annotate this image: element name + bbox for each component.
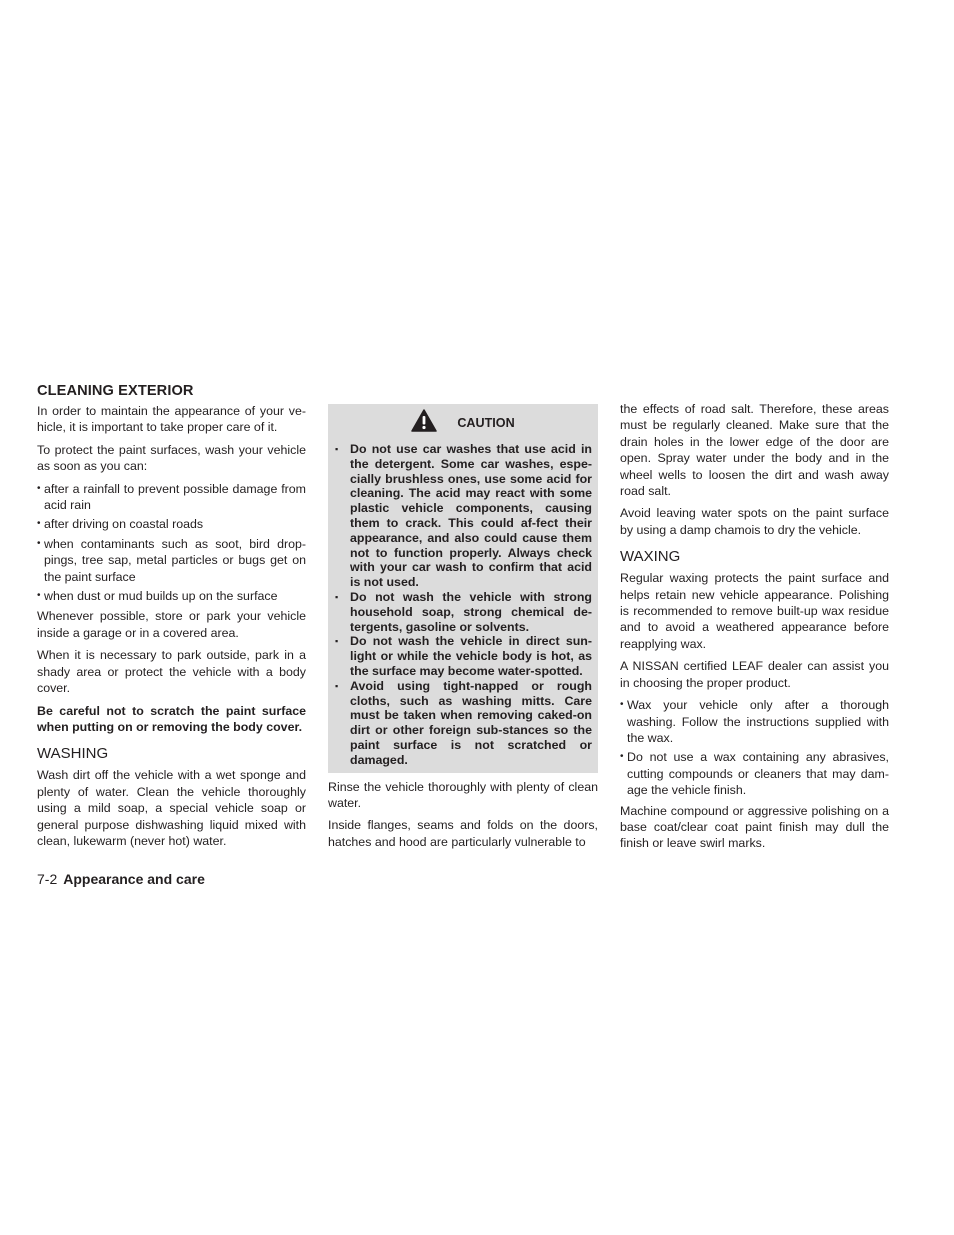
list-item: • when dust or mud builds up on the surface bbox=[37, 588, 306, 604]
column-right bbox=[620, 401, 889, 858]
paragraph-dealer: A NISSAN certified LEAF dealer can assist you in choosing the proper product. bbox=[620, 659, 889, 690]
section-heading-cleaning-exterior: CLEANING EXTERIOR bbox=[37, 383, 194, 399]
list-item: ▪ Do not wash the vehicle with strong household soap, strong chemical de-tergents, gasoline or solvents. bbox=[334, 590, 592, 634]
list-item: • Wax your vehicle only after a thorough washing. Follow the instructions supplied with the wax. bbox=[620, 697, 889, 746]
caution-title: CAUTION bbox=[457, 415, 515, 430]
paragraph-park-outside: When it is necessary to park outside, park in a shady area or protect the vehicle with a body cover. bbox=[37, 648, 306, 696]
caution-box bbox=[328, 404, 598, 773]
section-heading-washing: WASHING bbox=[37, 745, 109, 763]
list-item: • Do not use a wax containing any abrasives, cutting compounds or cleaners that may dam-age the vehicle finish. bbox=[620, 749, 889, 798]
list-item: • when contaminants such as soot, bird drop-pings, tree sap, metal particles or bugs get on the paint surface bbox=[37, 536, 306, 585]
list-item: ▪ Avoid using tight-napped or rough cloths, such as washing mitts. Care must be taken when removing caked-on dirt or other foreign sub-stances so the paint surface is not scratched or damaged. bbox=[334, 679, 592, 768]
page-footer bbox=[37, 870, 205, 888]
section-title: Appearance and care bbox=[63, 871, 205, 887]
wash-conditions-list bbox=[37, 481, 306, 605]
paragraph-polishing: Machine compound or aggressive polishing on a base coat/clear coat paint finish may dull the finish or leave swirl marks. bbox=[620, 803, 889, 851]
paragraph-intro: In order to maintain the appearance of your ve-hicle, it is important to take proper care of it. bbox=[37, 404, 306, 435]
list-item: • after a rainfall to prevent possible damage from acid rain bbox=[37, 481, 306, 514]
paragraph-store: Whenever possible, store or park your vehicle inside a garage or in a covered area. bbox=[37, 609, 306, 640]
caution-header bbox=[334, 404, 592, 442]
warning-triangle-icon bbox=[411, 409, 437, 436]
paragraph-road-salt: the effects of road salt. Therefore, these areas must be regularly cleaned. Make sure that the drain holes in the lower edge of the door are open. Spray water under the body and in the wheel wells to loosen the dirt and wash away road salt. bbox=[620, 402, 889, 499]
paragraph-flanges: Inside flanges, seams and folds on the doors, hatches and hood are particularly vulnerable to bbox=[328, 818, 598, 849]
paragraph-scratch-warning: Be careful not to scratch the paint surface when putting on or removing the body cover. bbox=[37, 703, 306, 734]
column-left bbox=[37, 382, 306, 855]
paragraph-regular-waxing: Regular waxing protects the paint surface and helps retain new vehicle appearance. Polishing is recommended to remove built-up wax residue and to avoid a weathered appearance before reapplying wax. bbox=[620, 571, 889, 651]
paragraph-water-spots: Avoid leaving water spots on the paint surface by using a damp chamois to dry the vehicle. bbox=[620, 506, 889, 537]
list-item: ▪ Do not use car washes that use acid in the detergent. Some car washes, espe-cially brushless ones, use some acid for cleaning. The acid may react with some plastic vehicle components, causing them to crack. This could af-fect their appearance, and also could cause them not to function properly. Always check with your car wash to confirm that acid is not used. bbox=[334, 442, 592, 590]
waxing-tips-list bbox=[620, 697, 889, 798]
paragraph-rinse: Rinse the vehicle thoroughly with plenty of clean water. bbox=[328, 779, 598, 810]
paragraph-wash-dirt: Wash dirt off the vehicle with a wet sponge and plenty of water. Clean the vehicle thoroughly using a mild soap, a special vehicle soap or general purpose dishwashing liquid mixed with clean, lukewarm (never hot) water. bbox=[37, 768, 306, 848]
paragraph-protect: To protect the paint surfaces, wash your vehicle as soon as you can: bbox=[37, 442, 306, 474]
page-number: 7-2 bbox=[37, 871, 58, 887]
section-heading-waxing: WAXING bbox=[620, 548, 681, 566]
caution-list bbox=[334, 442, 592, 768]
column-middle bbox=[328, 404, 598, 856]
list-item: • after driving on coastal roads bbox=[37, 516, 306, 532]
list-item: ▪ Do not wash the vehicle in direct sun-light or while the vehicle body is hot, as the surface may become water-spotted. bbox=[334, 634, 592, 678]
